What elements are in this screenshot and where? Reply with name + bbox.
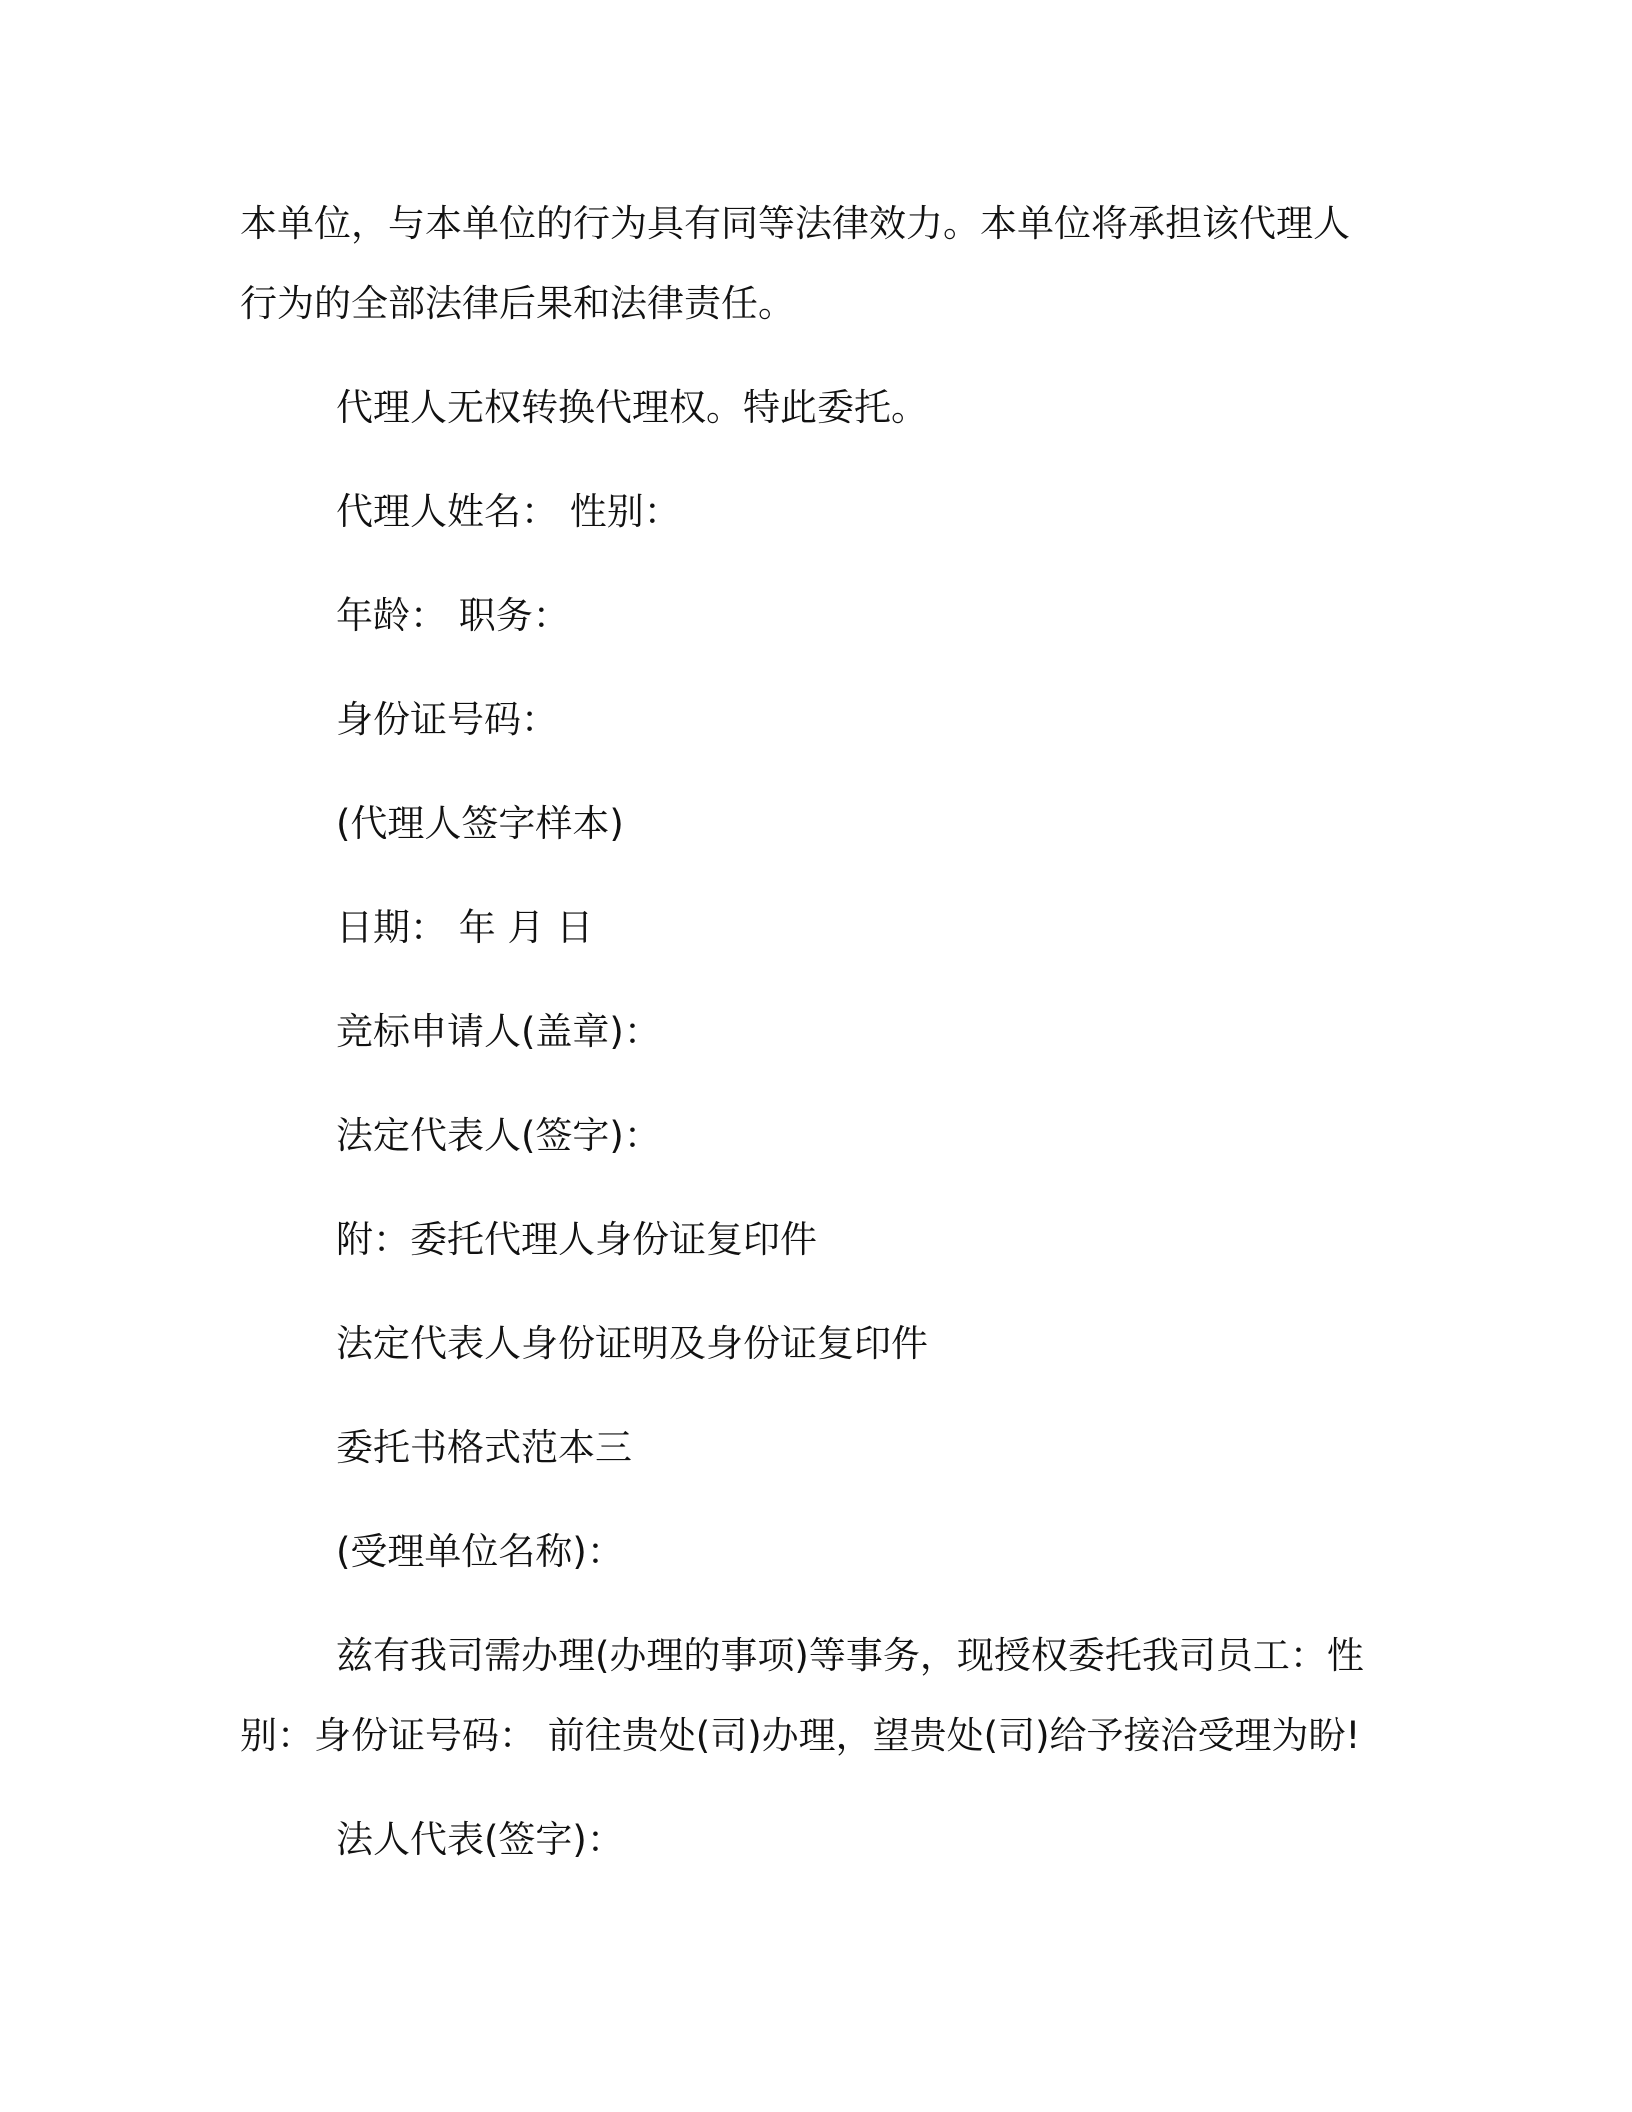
- field-bidder-seal: 竞标申请人(盖章)：: [336, 1010, 661, 1053]
- field-legal-rep-signature: 法定代表人(签字)：: [336, 1114, 661, 1157]
- paragraph-continuation: 本单位，与本单位的行为具有同等法律效力。本单位将承担该代理人行为的全部法律后果和法律责任。: [240, 202, 1350, 325]
- paragraph-no-transfer: 代理人无权转换代理权。特此委托。: [336, 386, 928, 429]
- paragraph-authorization: 兹有我司需办理(办理的事项)等事务，现授权委托我司员工：性别：身份证号码： 前往贵处(司)办理，望贵处(司)给予接洽受理为盼!: [240, 1634, 1364, 1757]
- attachment-legal-rep-id: 法定代表人身份证明及身份证复印件: [336, 1322, 928, 1365]
- attachment-agent-id-copy: 附：委托代理人身份证复印件: [336, 1218, 817, 1261]
- field-age-position: 年龄： 职务：: [336, 594, 570, 637]
- field-receiving-unit: (受理单位名称)：: [336, 1530, 624, 1573]
- field-id-number: 身份证号码：: [336, 698, 558, 741]
- field-agent-signature-sample: (代理人签字样本): [336, 802, 624, 845]
- document-body: [240, 184, 1370, 1904]
- field-date: 日期： 年 月 日: [336, 906, 594, 949]
- field-legal-rep-sign: 法人代表(签字)：: [336, 1818, 624, 1861]
- field-agent-name-gender: 代理人姓名： 性别：: [336, 490, 681, 533]
- section-heading-template-three: 委托书格式范本三: [336, 1426, 632, 1469]
